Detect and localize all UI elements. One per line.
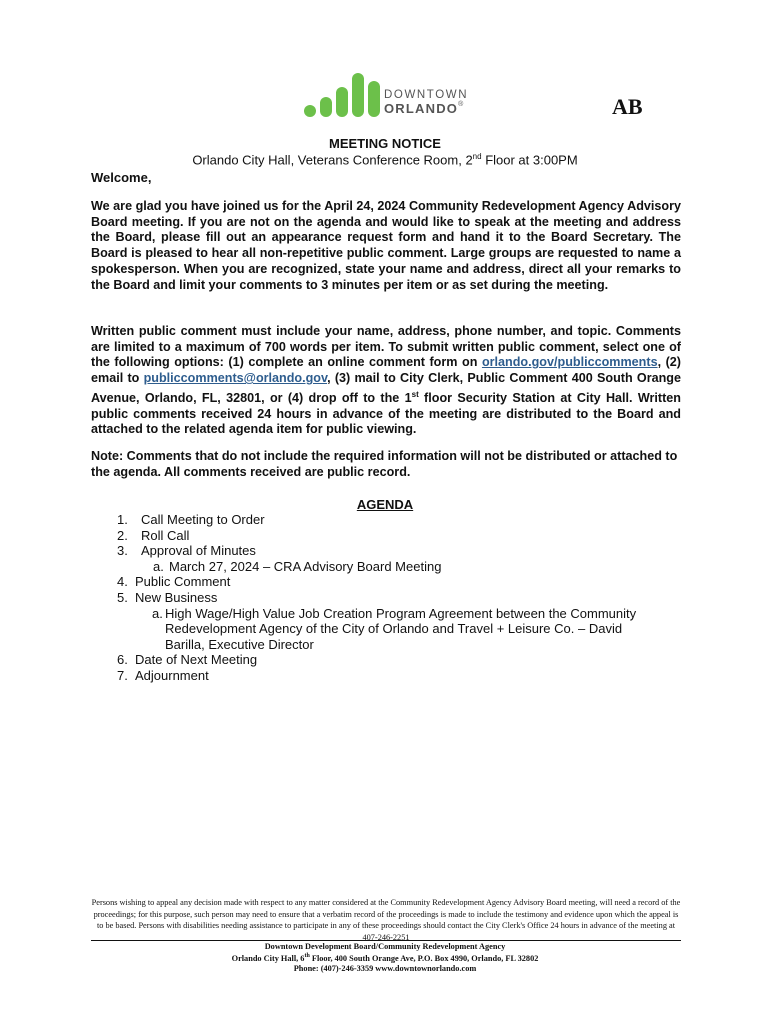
downtown-orlando-logo [304, 73, 474, 117]
welcome-text: Welcome, [91, 170, 152, 185]
logo-bars-icon [304, 73, 382, 117]
public-comments-link[interactable]: orlando.gov/publiccomments [481, 355, 658, 370]
agenda-subitem: a. March 27, 2024 – CRA Advisory Board Meeting [153, 558, 442, 574]
public-comment-paragraph: Written public comment must include your name, address, phone number, and topic. Comments are limited to a maximum of 700 words per item. To submit written public comment, select one of the following options: (1) complete an online comment form on orlando.gov/publiccomments, (2) email to publiccomments@orlando.gov, (3) mail to City Clerk, Public Comment 400 South Orange Avenue, Orlando, FL, 32801, or (4) drop off to the 1st floor Security Station at City Hall. Written public comments received 24 hours in advance of the meeting are distributed to the Board and attached to the related agenda item for public viewing. [91, 324, 681, 437]
agenda-item: 4. Public Comment [117, 574, 231, 590]
public-comments-email-link[interactable]: publiccomments@orlando.gov [143, 371, 328, 386]
intro-paragraph: We are glad you have joined us for the April 24, 2024 Community Redevelopment Agency Advisory Board meeting. If you are not on the agenda and would like to speak at the meeting and address the Board, please fill out an appearance request form and hand it to the Board Secretary. The Board is pleased to hear all non-repetitive public comment. Large groups are requested to name a spokesperson. When you are recognized, state your name and address, direct all your remarks to the Board and limit your comments to 3 minutes per item or as set during the meeting. [91, 199, 681, 292]
agenda-title: AGENDA [356, 497, 414, 512]
footer-address: Orlando City Hall, 6th Floor, 400 South Orange Ave, P.O. Box 4990, Orlando, FL 32802 [231, 953, 539, 963]
meeting-location: Orlando City Hall, Veterans Conference Room, 2nd Floor at 3:00PM [192, 152, 578, 168]
agenda-item: 6. Date of Next Meeting [117, 652, 258, 668]
logo-text-orlando: ORLANDO® [384, 101, 465, 116]
agenda-item: 5. New Business [117, 590, 218, 605]
note-paragraph: Note: Comments that do not include the required information will not be distributed or attached to the agenda. All comments received are public record. [91, 449, 678, 479]
agenda-subitem: a. High Wage/High Value Job Creation Program Agreement between the Community [152, 605, 637, 621]
agenda-subitem-continued: Barilla, Executive Director [165, 636, 314, 652]
agenda-item: 3. Approval of Minutes [117, 543, 256, 559]
corner-label: AB [612, 94, 643, 119]
logo-text-downtown: DOWNTOWN [384, 89, 469, 101]
agenda-item: 7. Adjournment [117, 668, 209, 683]
meeting-notice-title: MEETING NOTICE [329, 136, 441, 151]
agenda-item: 2. Roll Call [117, 527, 190, 543]
footer-divider [91, 940, 681, 941]
agenda-item: 1. Call Meeting to Order [117, 512, 265, 527]
footer-contact: Phone: (407)-246-3359 www.downtownorlando.com [293, 964, 477, 973]
footer-organization: Downtown Development Board/Community Redevelopment Agency [264, 942, 506, 951]
agenda-subitem-continued: Redevelopment Agency of the City of Orlando and Travel + Leisure Co. – David [165, 621, 623, 637]
appeal-disclaimer: Persons wishing to appeal any decision made with respect to any matter considered at the Community Redevelopment Agency Advisory Board meeting, will need a record of the proceedings; for this purpose, such person may need to ensure that a verbatim record of the proceedings is made to include the testimony and evidence upon which the appeal is to be based. Persons with disabilities needing assistance to participate in any of these proceedings should contact the City Clerk's Office 24 hours in advance of the meeting at 407-246-2251 [91, 898, 681, 942]
